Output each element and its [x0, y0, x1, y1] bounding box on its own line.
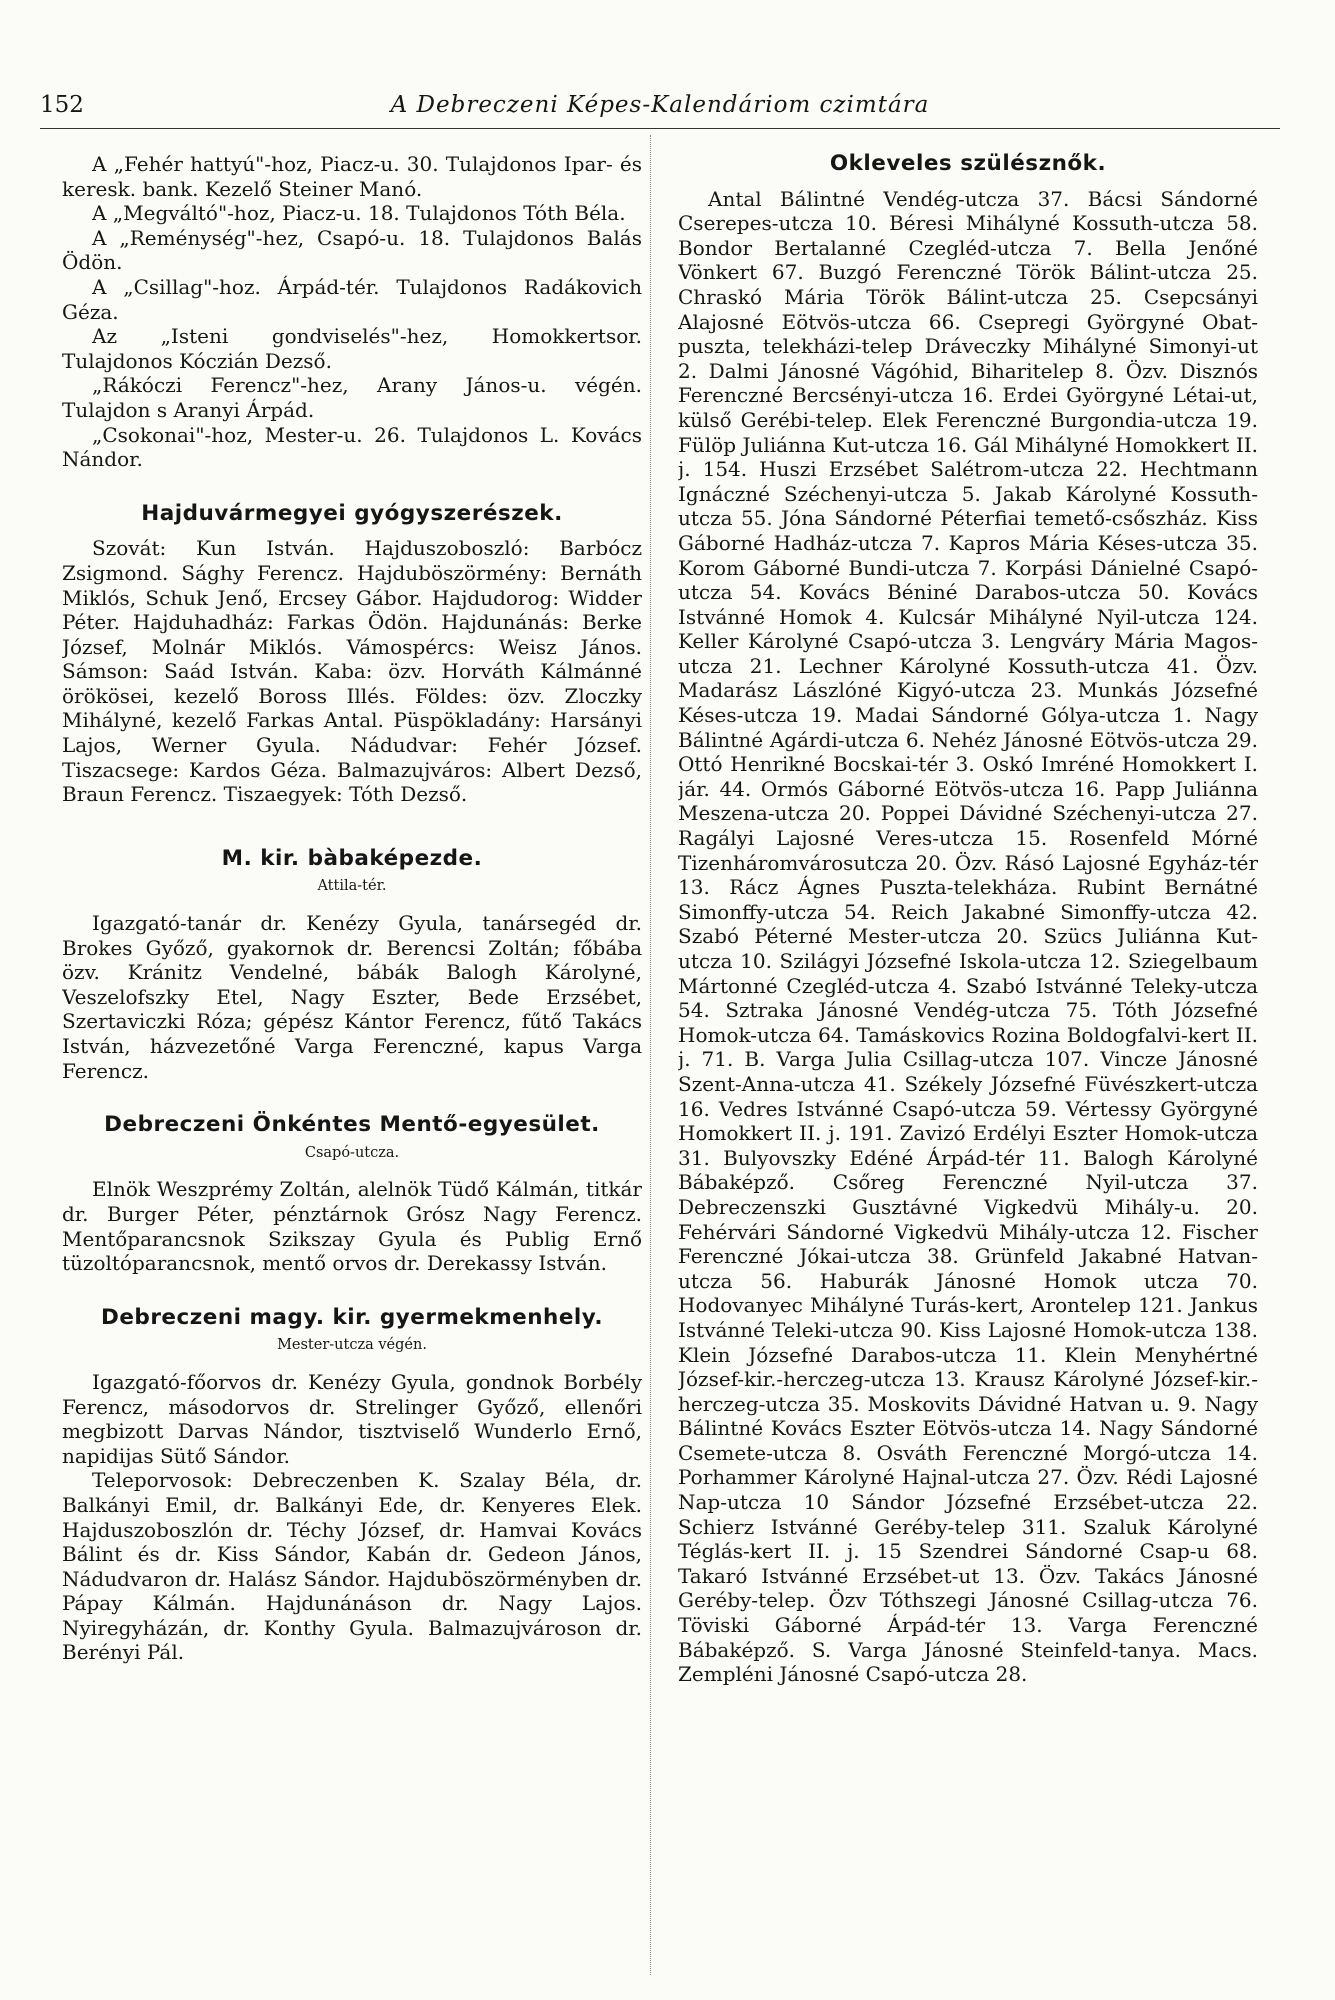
right-column [678, 152, 1258, 1977]
page-number: 152 [40, 92, 84, 118]
column-divider [650, 135, 651, 1975]
hotel-entry: A „Reménység"-hez, Csapó-u. 18. Tulajdonos Balás Ödön. [62, 225, 642, 275]
section-paragraph: Teleporvosok: Debreczenben K. Szalay Béla, dr. Balkányi Emil, dr. Balkányi Ede, dr. Kenyeres Elek. Hajduszoboszlón dr. Téchy József, dr. Hamvai Kovács Bálint és dr. Kiss Sándor, Kabán dr. Gedeon János, Nádudvaron dr. Halász Sándor. Hajduböszörményben dr. Pápay Kálmán. Hajdunánáson dr. Nagy Lajos. Nyiregyházán, dr. Konthy Gyula. Balmazujvároson dr. Berényi Pál. [62, 1468, 642, 1665]
section-paragraph: Szovát: Kun István. Hajduszoboszló: Barbócz Zsigmond. Sághy Ferencz. Hajduböszörmény: Bernáth Miklós, Schuk Jenő, Ercsey Gábor. Hajdudorog: Widder Péter. Hajduhadház: Farkas Ödön. Hajdunánás: Berke József, Molnár Miklós. Vámospércs: Weisz János. Sámson: Saád István. Kaba: özv. Horváth Kálmánné örökösei, kezelő Boross Illés. Földes: özv. Zloczky Mihályné, kezelő Farkas Antal. Püspökladány: Harsányi Lajos, Werner Gyula. Nádudvar: Fehér József. Tiszacsege: Kardos Géza. Balmazujváros: Albert Dezső, Braun Ferencz. Tiszaegyek: Tóth Dezső. [62, 536, 642, 807]
hotel-entry: Az „Isteni gondviselés"-hez, Homokkertsor. Tulajdonos Kóczián Dezső. [62, 324, 642, 373]
hotel-entry: „Csokonai"-hoz, Mester-u. 26. Tulajdonos L. Kovács Nándor. [62, 422, 642, 472]
hotel-entry: A „Fehér hattyú"-hoz, Piacz-u. 30. Tulajdonos Ipar- és keresk. bank. Kezelő Steiner Manó. [62, 152, 642, 201]
pharmacists-section [62, 502, 642, 807]
section-heading: Hajduvármegyei gyógyszerészek. [141, 500, 563, 526]
section-subtitle: Mester-utcza végén. [277, 1337, 427, 1354]
midwife-school-section [62, 847, 642, 1083]
section-paragraph: Elnök Weszprémy Zoltán, alelnök Tüdő Kálmán, titkár dr. Burger Péter, pénztárnok Grósz Nagy Ferencz. Mentőparancsnok Szikszay Gyula és Publig Ernő tüzoltóparancsnok, mentő orvos dr. Derekassy István. [62, 1177, 642, 1276]
page-header [40, 92, 1280, 129]
section-heading: Okleveles szülésznők. [829, 152, 1107, 176]
hotel-entry: A „Megváltó"-hoz, Piacz-u. 18. Tulajdonos Tóth Béla. [92, 201, 626, 226]
running-title: A Debreczeni Képes-Kalendáriom czimtára [390, 92, 930, 118]
section-paragraph: Igazgató-főorvos dr. Kenézy Gyula, gondnok Borbély Ferencz, másodorvos dr. Strelinger Győző, ellenőri megbizott Darvas Nándor, tisztviselő Wunderlo Ernő, napidijas Sütő Sándor. [62, 1369, 642, 1468]
section-heading: Debreczeni magy. kir. gyermekmenhely. [101, 1304, 603, 1330]
section-heading: Debreczeni Önkéntes Mentő-egyesület. [104, 1112, 600, 1138]
hotel-list [62, 152, 642, 472]
hotel-entry: A „Csillag"-hoz. Árpád-tér. Tulajdonos Radákovich Géza. [62, 274, 642, 324]
section-subtitle: Attila-tér. [317, 878, 387, 895]
section-heading: M. kir. bàbaképezde. [221, 845, 483, 871]
rescue-section [62, 1113, 642, 1276]
orphanage-section [62, 1306, 642, 1665]
left-column [62, 152, 642, 1977]
midwives-section [678, 152, 1258, 1687]
section-paragraph: Igazgató-tanár dr. Kenézy Gyula, tanársegéd dr. Brokes Győző, gyakornok dr. Berencsi Zoltán; főbába özv. Kránitz Vendelné, bábák Balogh Károlyné, Veszelofszky Etel, Nagy Eszter, Bede Erzsébet, Szertaviczki Róza; gépész Kántor Ferencz, fűtő Takács István, házvezetőné Varga Ferenczné, kapus Varga Ferencz. [62, 911, 642, 1083]
section-subtitle: Csapó-utcza. [304, 1144, 400, 1161]
section-paragraph: Antal Bálintné Vendég-utcza 37. Bácsi Sándorné Cserepes-utcza 10. Béresi Mihályné Kossuth-utcza 58. Bondor Bertalanné Czegléd-utcza 7. Bella Jenőné Vönkert 67. Buzgó Ferenczné Török Bálint-utcza 25. Chraskó Mária Török Bálint-utcza 25. Csepcsányi Alajosné Eötvös-utcza 66. Csepregi Györgyné Obat-puszta, telekházi-telep Dráveczky Mihályné Simonyi-ut 2. Dalmi Jánosné Vágóhid, Biharitelep 8. Özv. Disznós Ferenczné Bercsényi-utcza 16. Erdei Györgyné Létai-ut, külső Gerébi-telep. Elek Ferenczné Burgondia-utcza 19. Fülöp Juliánna Kut-utcza 16. Gál Mihályné Homokkert II. j. 154. Huszi Erzsébet Salétrom-utcza 22. Hechtmann Ignáczné Széchenyi-utcza 5. Jakab Károlyné Kossuth-utcza 55. Jóna Sándorné Péterfiai temető-csőszház. Kiss Gáborné Hadház-utcza 7. Kapros Mária Késes-utcza 35. Korom Gáborné Bundi-utcza 7. Korpási Dánielné Csapó-utcza 54. Kovács Béniné Darabos-utcza 50. Kovács Istvánné Homok 4. Kulcsár Mihályné Nyil-utcza 124. Keller Károlyné Csapó-utcza 3. Lengváry Mária Magos-utcza 21. Lechner Károlyné Kossuth-utcza 41. Özv. Madarász Lászlóné Kigyó-utcza 23. Munkás Józsefné Késes-utcza 19. Madai Sándorné Gólya-utcza 1. Nagy Bálintné Agárdi-utcza 6. Nehéz Jánosné Eötvös-utcza 29. Ottó Henrikné Bocskai-tér 3. Oskó Imréné Homokkert I. jár. 44. Ormós Gáborné Eötvös-utcza 16. Papp Juliánna Meszena-utcza 20. Poppei Dávidné Széchenyi-utcza 27. Ragályi Lajosné Veres-utcza 15. Rosenfeld Mórné Tizenháromvárosutcza 20. Özv. Rásó Lajosné Egyház-tér 13. Rácz Ágnes Puszta-telekháza. Rubint Bernátné Simonffy-utcza 54. Reich Jakabné Simonffy-utcza 42. Szabó Péterné Mester-utcza 20. Szücs Juliánna Kut-utcza 10. Szilágyi Józsefné Iskola-utcza 12. Sziegelbaum Mártonné Czegléd-utcza 4. Szabó Istvánné Teleky-utcza 54. Sztraka Jánosné Vendég-utcza 75. Tóth Józsefné Homok-utcza 64. Tamáskovics Rozina Boldogfalvi-kert II. j. 71. B. Varga Julia Csillag-utcza 107. Vincze Jánosné Szent-Anna-utcza 41. Székely Józsefné Füvészkert-utcza 16. Vedres Istvánné Csapó-utcza 59. Vértessy Györgyné Homokkert II. j. 191. Zavizó Erdélyi Eszter Homok-utcza 31. Bulyovszky Edéné Árpád-tér 11. Balogh Károlyné Bábaképző. Csőreg Ferenczné Nyil-utcza 37. Debreczenszki Gusztávné Vigkedvü Mihály-u. 20. Fehérvári Sándorné Vigkedvü Mihály-utcza 12. Fischer Ferenczné Jókai-utcza 38. Grünfeld Jakabné Hatvan-utcza 56. Haburák Jánosné Homok utcza 70. Hodovanyec Mihályné Turás-kert, Arontelep 121. Jankus Istvánné Teleki-utcza 90. Kiss Lajosné Homok-utcza 138. Klein Józsefné Darabos-utcza 11. Klein Menyhértné József-kir.-herczeg-utcza 13. Krausz Károlyné József-kir.-herczeg-utcza 35. Moskovits Dávidné Hatvan u. 9. Nagy Bálintné Kovács Eszter Eötvös-utcza 14. Nagy Sándorné Csemete-utcza 8. Osváth Ferenczné Morgó-utcza 14. Porhammer Károlyné Hajnal-utcza 27. Özv. Rédi Lajosné Nap-utcza 10 Sándor Józsefné Erzsébet-utcza 22. Schierz Istvánné Geréby-telep 311. Szaluk Károlyné Téglás-kert II. j. 15 Szendrei Sándorné Csap-u 68. Takaró Istvánné Erzsébet-ut 13. Özv. Takács Jánosné Geréby-telep. Özv Tóthszegi Jánosné Csillag-utcza 76. Töviski Gáborné Árpád-tér 13. Varga Ferenczné Bábaképző. S. Varga Jánosné Steinfeld-tanya. Macs. Zempléni Jánosné Csapó-utcza 28. [678, 186, 1258, 1687]
hotel-entry: „Rákóczi Ferencz"-hez, Arany János-u. végén. Tulajdon s Aranyi Árpád. [62, 373, 642, 422]
